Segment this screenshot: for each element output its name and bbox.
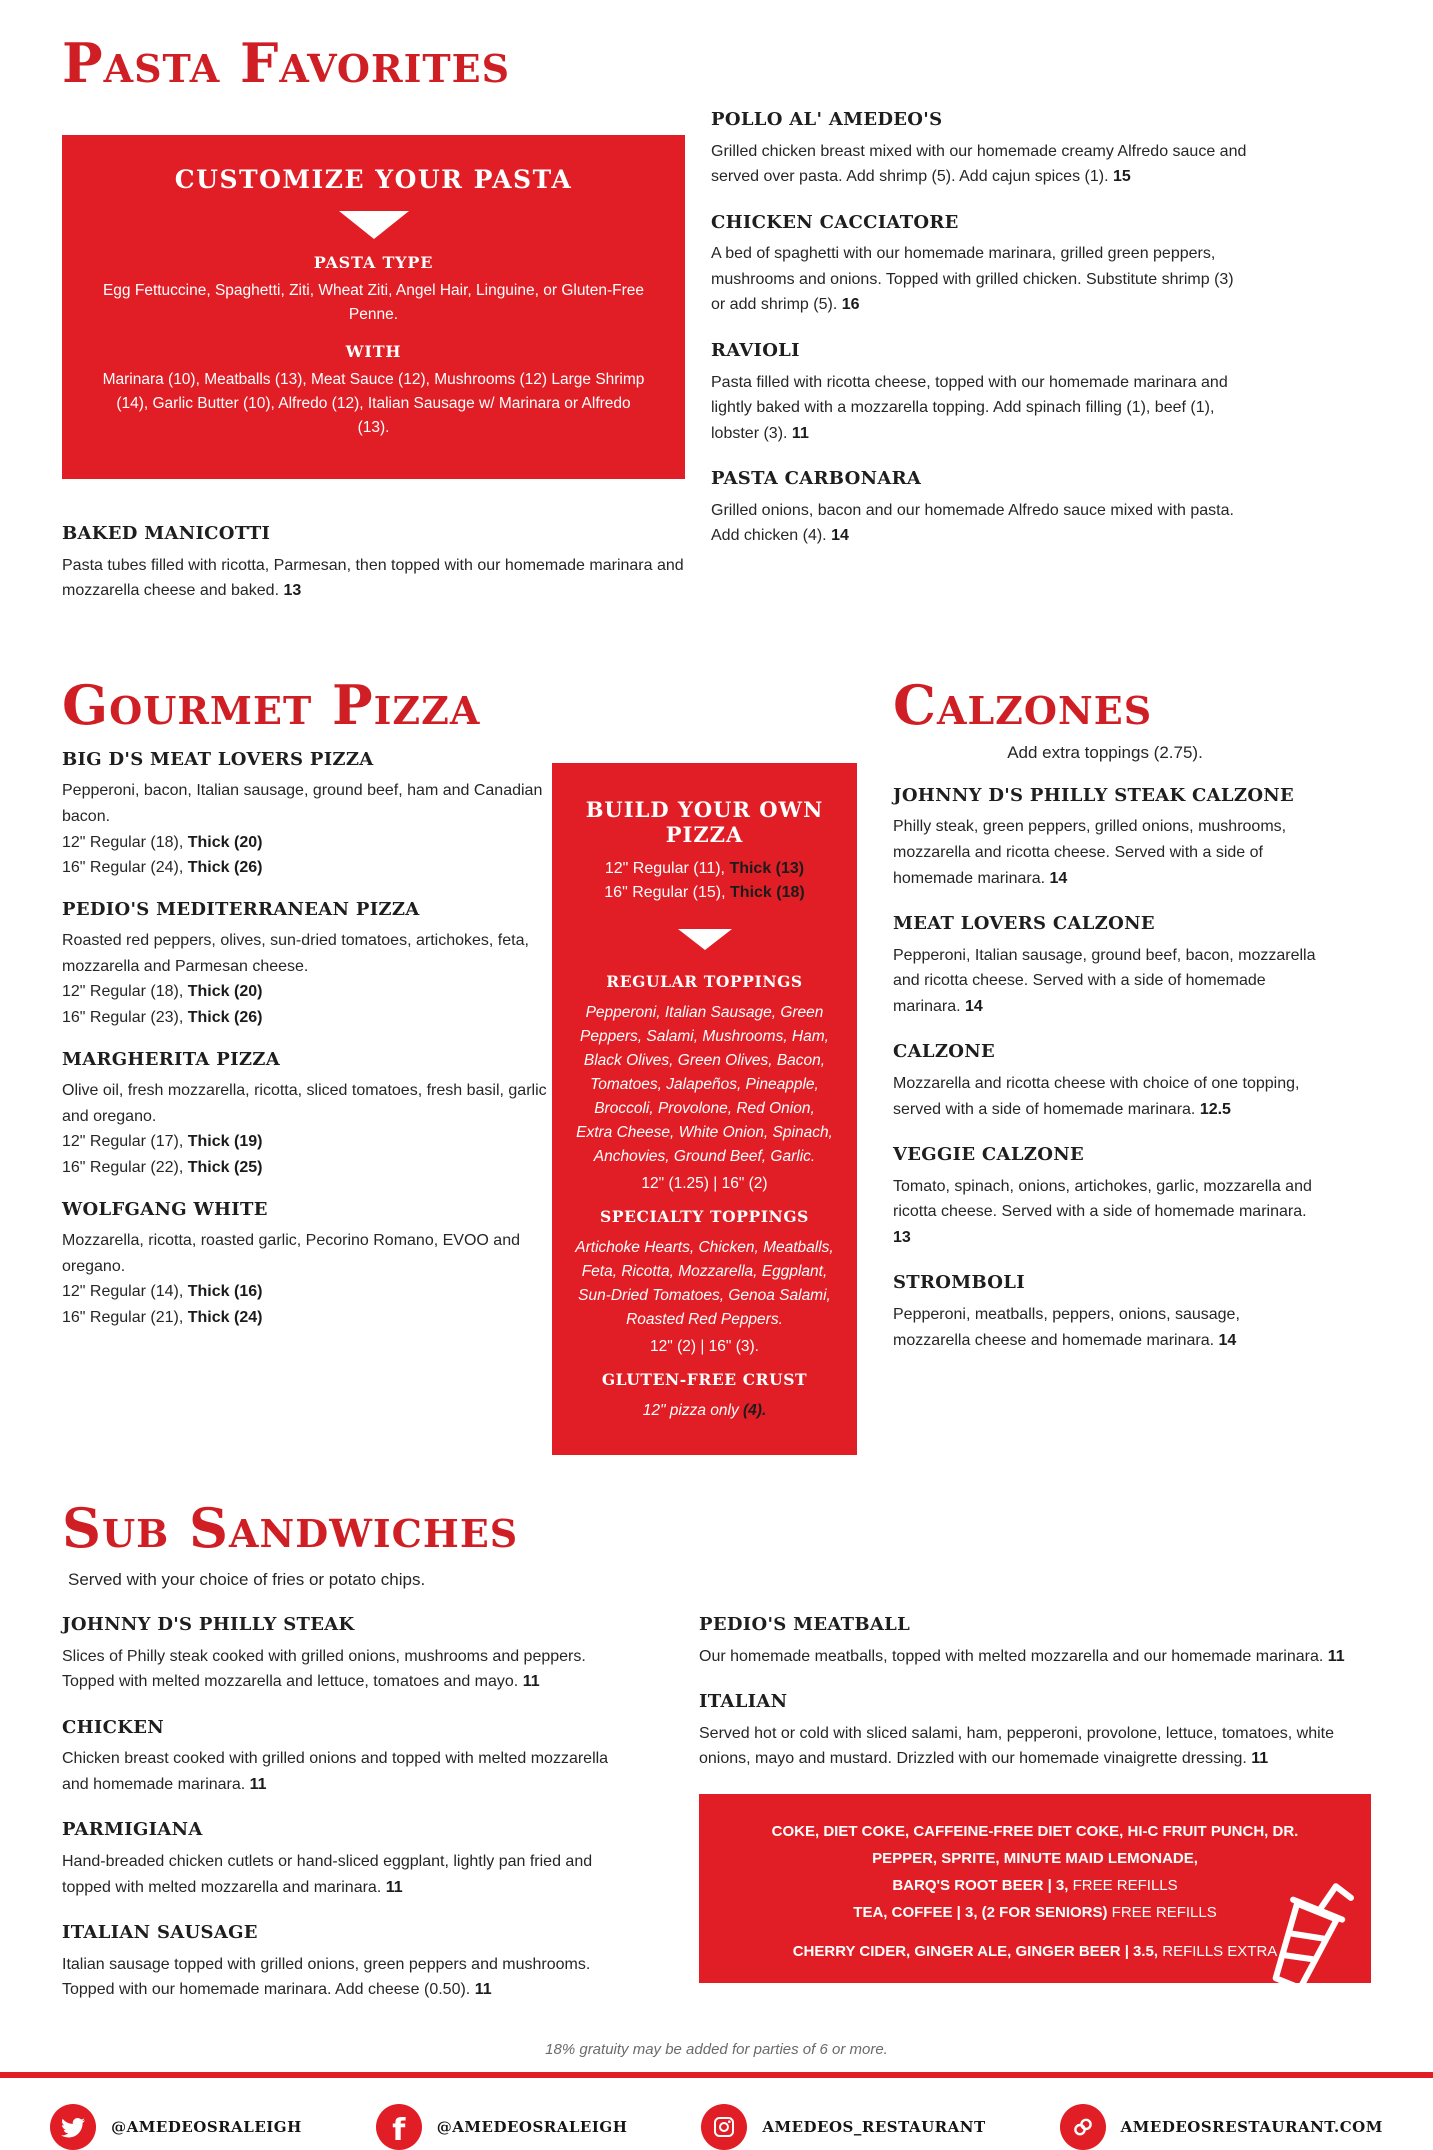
item-price: 13	[893, 1228, 911, 1246]
menu-item-margherita-pizza	[62, 1049, 552, 1181]
customize-box-title: CUSTOMIZE YOUR PASTA	[174, 165, 573, 195]
menu-item-wolfgang-white	[62, 1199, 552, 1331]
triangle-down-icon	[339, 211, 409, 239]
item-name: CHICKEN	[62, 1716, 164, 1738]
pasta-type-text: Egg Fettuccine, Spaghetti, Ziti, Wheat Ziti, Angel Hair, Linguine, or Gluten-Free Penne.	[102, 282, 645, 324]
byop-title: BUILD YOUR OWN PIZZA	[585, 796, 824, 847]
item-name: BIG D'S MEAT LOVERS PIZZA	[62, 748, 374, 770]
section-title-pasta-favorites: Pasta Favorites	[62, 31, 511, 95]
item-price: 14	[965, 997, 983, 1015]
item-desc: Mozzarella and ricotta cheese with choice of one topping, served with a side of homemade marinara. 12.5	[893, 1074, 1300, 1118]
link-icon	[1060, 2104, 1106, 2150]
social-handle: @AMEDEOSRALEIGH	[436, 2117, 628, 2136]
item-name: MEAT LOVERS CALZONE	[893, 913, 1155, 935]
menu-item-veggie-calzone	[893, 1144, 1317, 1250]
item-name: CALZONE	[893, 1041, 996, 1063]
item-price: 15	[1112, 168, 1131, 186]
item-desc: Pasta tubes filled with ricotta, Parmesan, then topped with our homemade marinara and mozzarella cheese and baked. 13	[62, 556, 684, 600]
build-your-own-pizza-box	[552, 763, 857, 1455]
menu-item-calzone	[893, 1041, 1317, 1122]
specialty-toppings-list: Artichoke Hearts, Chicken, Meatballs, Feta, Ricotta, Mozzarella, Eggplant, Sun-Dried Tomatoes, Genoa Salami, Roasted Red Peppers.	[575, 1238, 834, 1328]
item-desc: Chicken breast cooked with grilled onions and topped with melted mozzarella and homemade marinara. 11	[62, 1750, 609, 1793]
menu-item-meat-lovers-calzone	[893, 913, 1317, 1019]
section-title-sub-sandwiches: Sub Sandwiches	[62, 1496, 519, 1561]
item-desc: Italian sausage topped with grilled onions, green peppers and mushrooms. Topped with our homemade marinara. Add cheese (0.50). 11	[62, 1955, 591, 1999]
item-name: WOLFGANG WHITE	[62, 1198, 268, 1220]
subs-subtitle: Served with your choice of fries or potato chips.	[68, 1570, 426, 1590]
byop-size-16: 16" Regular (15), Thick (18)	[604, 883, 805, 901]
menu-item-baked-manicotti	[62, 523, 685, 604]
social-handle: @AMEDEOSRALEIGH	[111, 2117, 302, 2136]
item-price: 12.5	[1199, 1100, 1231, 1118]
social-handle: AMEDEOS_RESTAURANT	[762, 2117, 986, 2136]
item-price: 14	[831, 527, 849, 545]
menu-item-ravioli	[711, 340, 1251, 446]
menu-item-stromboli	[893, 1272, 1317, 1353]
menu-item-johnny-ds-philly-steak-calzone	[893, 785, 1317, 891]
pasta-right-column	[711, 105, 1251, 626]
item-desc: Grilled onions, bacon and our homemade Alfredo sauce mixed with pasta. Add chicken (4). 14	[711, 501, 1234, 545]
item-size-12: 12" Regular (18), Thick (20)	[62, 833, 263, 851]
menu-item-big-ds-meat-lovers-pizza	[62, 749, 552, 881]
gluten-free-crust-label: GLUTEN-FREE CRUST	[601, 1370, 808, 1390]
pasta-with-label: WITH	[345, 342, 402, 362]
item-price: 11	[791, 424, 809, 442]
item-price: 11	[522, 1673, 540, 1691]
item-size-12: 12" Regular (18), Thick (20)	[62, 983, 263, 1001]
social-link-instagram[interactable]	[701, 2104, 985, 2150]
item-desc: Grilled chicken breast mixed with our homemade creamy Alfredo sauce and served over pasta. Add shrimp (5). Add cajun spices (1). 15	[711, 142, 1247, 186]
menu-item-pollo-al-amedeos	[711, 109, 1251, 190]
item-size-16: 16" Regular (21), Thick (24)	[62, 1308, 263, 1326]
item-name: BAKED MANICOTTI	[62, 523, 271, 545]
regular-toppings-price: 12" (1.25) | 16" (2)	[641, 1174, 768, 1192]
item-price: 11	[474, 1981, 492, 1999]
pasta-with-text: Marinara (10), Meatballs (13), Meat Sauce (12), Mushrooms (12) Large Shrimp (14), Garlic Butter (10), Alfredo (12), Italian Sausage w/ Marinara or Alfredo (13).	[102, 371, 645, 437]
item-price: 14	[1049, 869, 1068, 887]
social-link-twitter[interactable]	[50, 2104, 302, 2150]
item-price: 11	[1327, 1647, 1345, 1665]
item-price: 11	[249, 1775, 267, 1793]
menu-item-pedios-mediterranean-pizza	[62, 899, 552, 1031]
facebook-icon: f	[376, 2104, 422, 2150]
item-desc: Served hot or cold with sliced salami, ham, pepperoni, provolone, lettuce, tomatoes, white onions, mayo and mustard. Drizzled with our homemade vinaigrette dressing. 11	[699, 1724, 1334, 1768]
triangle-down-icon	[678, 929, 732, 950]
item-name: PEDIO'S MEATBALL	[699, 1614, 911, 1636]
menu-item-pasta-carbonara	[711, 468, 1251, 549]
item-price: 11	[385, 1878, 403, 1896]
regular-toppings-label: REGULAR TOPPINGS	[606, 971, 803, 991]
item-desc: Pepperoni, bacon, Italian sausage, ground beef, ham and Canadian bacon.	[62, 782, 543, 826]
menu-item-parmigiana	[62, 1819, 623, 1900]
item-desc: Mozzarella, ricotta, roasted garlic, Pecorino Romano, EVOO and oregano.	[62, 1232, 520, 1275]
subs-left-column	[62, 1614, 623, 2025]
social-link-facebook[interactable]	[376, 2104, 628, 2150]
item-desc: Pepperoni, meatballs, peppers, onions, sausage, mozzarella cheese and homemade marinara. 14	[893, 1305, 1240, 1349]
item-name: JOHNNY D'S PHILLY STEAK CALZONE	[893, 784, 1295, 806]
item-name: ITALIAN SAUSAGE	[62, 1922, 258, 1944]
menu-item-chicken-sub	[62, 1717, 623, 1798]
item-desc: Slices of Philly steak cooked with grilled onions, mushrooms and peppers. Topped with melted mozzarella and lettuce, tomatoes and mayo. 11	[62, 1647, 586, 1691]
section-title-gourmet-pizza: Gourmet Pizza	[62, 672, 481, 737]
pizza-calzones-section	[62, 672, 1371, 1455]
item-size-12: 12" Regular (17), Thick (19)	[62, 1133, 263, 1151]
pasta-type-label: PASTA TYPE	[313, 253, 434, 273]
item-desc: Roasted red peppers, olives, sun-dried tomatoes, artichokes, feta, mozzarella and Parmesan cheese.	[62, 932, 529, 975]
item-name: ITALIAN	[699, 1691, 788, 1713]
item-price: 13	[283, 582, 302, 600]
specialty-toppings-label: SPECIALTY TOPPINGS	[600, 1206, 809, 1226]
item-name: POLLO AL' AMEDEO'S	[711, 109, 943, 131]
instagram-icon	[701, 2104, 747, 2150]
gourmet-pizza-column	[62, 672, 552, 1455]
item-size-16: 16" Regular (24), Thick (26)	[62, 859, 263, 877]
menu-item-italian-sub	[699, 1691, 1371, 1772]
item-name: MARGHERITA PIZZA	[62, 1048, 280, 1070]
specialty-toppings-price: 12" (2) | 16" (3).	[650, 1338, 759, 1356]
item-name: PASTA CARBONARA	[711, 468, 922, 490]
item-desc: Pasta filled with ricotta cheese, topped with our homemade marinara and lightly baked with a mozzarella topping. Add spinach filling (1), beef (1), lobster (3). 11	[711, 373, 1228, 442]
twitter-icon	[50, 2104, 96, 2150]
item-name: PEDIO'S MEDITERRANEAN PIZZA	[62, 898, 420, 920]
item-price: 14	[1218, 1331, 1237, 1349]
item-price: 16	[841, 296, 860, 314]
item-name: VEGGIE CALZONE	[893, 1144, 1084, 1166]
item-name: PARMIGIANA	[62, 1819, 203, 1841]
subs-right-column	[699, 1614, 1371, 2025]
menu-item-johnny-ds-philly-steak	[62, 1614, 623, 1695]
calzones-column	[893, 672, 1317, 1455]
item-desc: Our homemade meatballs, topped with melted mozzarella and our homemade marinara. 11	[699, 1647, 1345, 1665]
gluten-free-crust-text: 12" pizza only (4).	[642, 1402, 767, 1420]
drinks-tea-coffee-line: TEA, COFFEE | 3, (2 FOR SENIORS) FREE REFILLS	[853, 1903, 1217, 1921]
sub-sandwiches-section	[62, 1496, 1371, 2025]
item-size-16: 16" Regular (22), Thick (25)	[62, 1158, 263, 1176]
item-desc: Olive oil, fresh mozzarella, ricotta, sliced tomatoes, fresh basil, garlic and oregano.	[62, 1082, 547, 1125]
social-footer	[62, 2104, 1383, 2150]
drinks-rootbeer-line: BARQ'S ROOT BEER | 3, FREE REFILLS	[892, 1876, 1178, 1894]
menu-item-pedios-meatball	[699, 1614, 1371, 1669]
customize-pasta-box	[62, 135, 685, 479]
social-link-website[interactable]	[1060, 2104, 1383, 2150]
item-size-12: 12" Regular (14), Thick (16)	[62, 1283, 263, 1301]
regular-toppings-list: Pepperoni, Italian Sausage, Green Peppers, Salami, Mushrooms, Ham, Black Olives, Green Olives, Bacon, Tomatoes, Jalapeños, Pineapple, Broccoli, Provolone, Red Onion, Extra Cheese, White Onion, Spinach, Anchovies, Ground Beef, Garlic.	[576, 1003, 833, 1165]
calzones-subtitle: Add extra toppings (2.75).	[1007, 742, 1203, 762]
drinks-sodas-line: COKE, DIET COKE, CAFFEINE-FREE DIET COKE, HI-C FRUIT PUNCH, DR. PEPPER, SPRITE, MINUTE MAID LEMONADE,	[771, 1822, 1299, 1867]
item-price: 11	[1251, 1750, 1269, 1768]
drinks-box	[699, 1794, 1371, 1983]
item-desc: Pepperoni, Italian sausage, ground beef, bacon, mozzarella and ricotta cheese. Served with a side of homemade marinara. 14	[893, 946, 1316, 1015]
menu-item-chicken-cacciatore	[711, 212, 1251, 318]
item-desc: A bed of spaghetti with our homemade marinara, grilled green peppers, mushrooms and onions. Topped with grilled chicken. Substitute shrimp (3) or add shrimp (5). 16	[711, 245, 1234, 314]
byop-size-12: 12" Regular (11), Thick (13)	[604, 859, 805, 877]
item-desc: Tomato, spinach, onions, artichokes, garlic, mozzarella and ricotta cheese. Served with a side of homemade marinara. 13	[893, 1177, 1312, 1246]
pasta-section	[62, 105, 1371, 626]
item-name: CHICKEN CACCIATORE	[711, 211, 959, 233]
item-name: RAVIOLI	[711, 340, 800, 362]
item-name: JOHNNY D'S PHILLY STEAK	[62, 1614, 355, 1636]
section-title-calzones: Calzones	[893, 672, 1153, 737]
item-name: STROMBOLI	[893, 1272, 1025, 1294]
social-handle: AMEDEOSRESTAURANT.COM	[1120, 2117, 1383, 2136]
build-your-own-pizza-column	[552, 678, 857, 1455]
red-divider	[0, 2072, 1433, 2078]
gratuity-note: 18% gratuity may be added for parties of 6 or more.	[545, 2040, 888, 2058]
drinks-cider-line: CHERRY CIDER, GINGER ALE, GINGER BEER | 3.5, REFILLS EXTRA	[792, 1942, 1278, 1960]
item-desc: Philly steak, green peppers, grilled onions, mushrooms, mozzarella and ricotta cheese. Served with a side of homemade marinara. 14	[893, 818, 1287, 887]
menu-item-italian-sausage-sub	[62, 1922, 623, 2003]
pasta-left-column	[62, 105, 685, 626]
item-size-16: 16" Regular (23), Thick (26)	[62, 1009, 263, 1027]
item-desc: Hand-breaded chicken cutlets or hand-sliced eggplant, lightly pan fried and topped with melted mozzarella and marinara. 11	[62, 1852, 593, 1896]
